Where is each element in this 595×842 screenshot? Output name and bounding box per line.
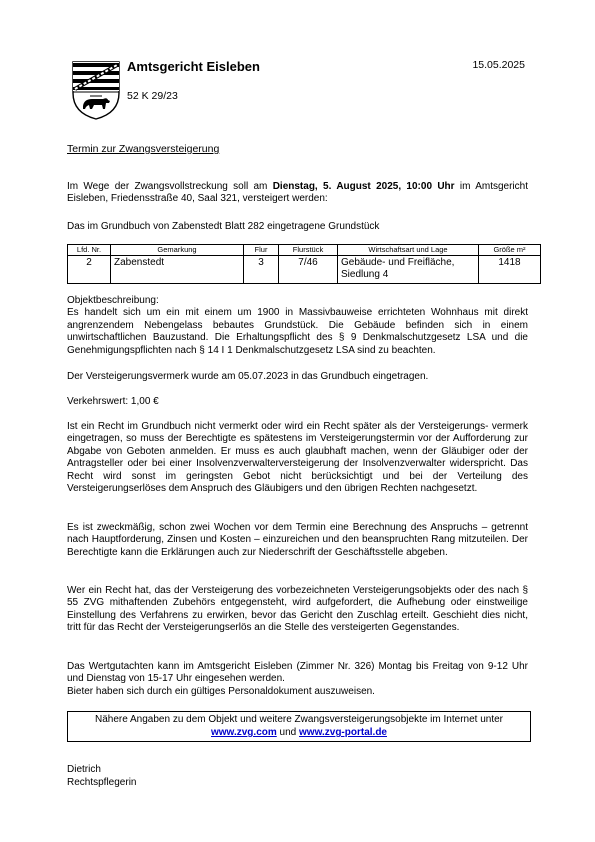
register-note: Der Versteigerungsvermerk wurde am 05.07.2023 in das Grundbuch eingetragen. xyxy=(67,371,429,382)
info-box-text: Nähere Angaben zu dem Objekt und weitere Zwangsversteigerungsobjekte im Internet unter xyxy=(94,714,503,725)
object-description xyxy=(67,295,528,357)
cell-wirtschaftsart: Gebäude- und Freifläche, Siedlung 4 xyxy=(338,256,479,284)
signer-name: Dietrich xyxy=(67,764,101,775)
market-value: Verkehrswert: 1,00 € xyxy=(67,396,159,407)
signature-block xyxy=(67,764,136,789)
zvg-portal-link[interactable]: www.zvg-portal.de xyxy=(299,727,387,738)
internet-info-box xyxy=(67,711,531,742)
zvg-com-link[interactable]: www.zvg.com xyxy=(211,727,277,738)
file-number: 52 K 29/23 xyxy=(127,90,178,102)
table-header-row xyxy=(68,245,541,256)
state-coat-of-arms-icon xyxy=(70,59,122,121)
property-line: Das im Grundbuch von Zabenstedt Blatt 282 eingetragene Grundstück xyxy=(67,221,380,232)
cell-flur: 3 xyxy=(244,256,279,284)
rights-paragraph: Ist ein Recht im Grundbuch nicht vermerkt oder wird ein Recht später als der Versteigerungs- vermerk eingetragen, so muss der Berechtigte es spätestens im Versteigerungstermin vor der Aufforderung zur Abgabe von Geboten anmelden. Er muss es auch glaubhaft machen, wenn der Gläubiger oder der Antragsteller oder bei einer Insolvenzverwalterversteigerung der Insolvenzverwalter widerspricht. Das Recht wird sonst im geringsten Gebot nicht berücksichtigt und bei der Verteilung des Versteigerungserlöses dem Anspruch des Gläubigers und den übrigen Rechten nachgesetzt. xyxy=(67,421,528,495)
court-name: Amtsgericht Eisleben xyxy=(127,59,260,74)
info-box-links xyxy=(68,726,530,739)
document-date: 15.05.2025 xyxy=(472,59,525,71)
col-header-groesse: Größe m² xyxy=(479,245,541,256)
cell-flurstueck: 7/46 xyxy=(279,256,338,284)
col-header-gemarkung: Gemarkung xyxy=(111,245,244,256)
appraisal-text: Das Wertgutachten kann im Amtsgericht Eisleben (Zimmer Nr. 326) Montag bis Freitag von 9-12 Uhr und Dienstag von 15-17 Uhr eingesehen werden. xyxy=(67,661,528,685)
table-row xyxy=(68,256,541,284)
claim-paragraph: Es ist zweckmäßig, schon zwei Wochen vor dem Termin eine Berechnung des Anspruchs – getrennt nach Hauptforderung, Zinsen und Kosten – einzureichen und den beanspruchten Rang mitzuteilen. Der Berechtigte kann die Erklärungen auch zur Niederschrift der Geschäftsstelle abgeben. xyxy=(67,522,528,558)
col-header-wirtschaftsart: Wirtschaftsart und Lage xyxy=(338,245,479,256)
intro-text-pre: Im Wege der Zwangsvollstreckung soll am xyxy=(67,181,273,192)
intro-paragraph xyxy=(67,181,528,206)
col-header-flur: Flur xyxy=(244,245,279,256)
col-header-lfd-nr: Lfd. Nr. xyxy=(68,245,111,256)
info-box-and: und xyxy=(276,727,300,738)
description-label: Objektbeschreibung: xyxy=(67,295,159,306)
objection-paragraph: Wer ein Recht hat, das der Versteigerung des vorbezeichneten Versteigerungsobjekts oder des nach § 55 ZVG mithaftenden Zubehörs entgegensteht, wird aufgefordert, die Aufhebung oder einstweilige Einstellung des Verfahrens zu erwirken, bevor das Gericht den Zuschlag erteilt. Geschieht dies nicht, tritt für das Recht der Versteigerungserlös an die Stelle des versteigerten Gegenstandes. xyxy=(67,585,528,634)
appraisal-paragraph xyxy=(67,661,528,698)
id-requirement: Bieter haben sich durch ein gültiges Personaldokument auszuweisen. xyxy=(67,685,375,697)
cell-gemarkung: Zabenstedt xyxy=(111,256,244,284)
page-title: Termin zur Zwangsversteigerung xyxy=(67,143,220,155)
land-register-table xyxy=(67,244,541,284)
col-header-flurstueck: Flurstück xyxy=(279,245,338,256)
signer-role: Rechtspflegerin xyxy=(67,776,137,788)
cell-groesse: 1418 xyxy=(479,256,541,284)
intro-text-post: im Amtsgericht Eisleben, Friedensstraße 40, Saal 321, versteigert werden: xyxy=(67,181,528,205)
cell-lfd-nr: 2 xyxy=(68,256,111,284)
description-text: Es handelt sich um ein mit einem um 1900 in Massivbauweise errichteten Wohnhaus mit direkt angrenzendem Nebengelass bebautes Grundstück. Die Gebäude befinden sich in einem unwirtschaftlichen Bauzustand. Die Erhaltungspflicht des § 9 Denkmalschutzgesetz LSA und die Genehmigungspflichten nach § 14 I 1 Denkmalschutzgesetz LSA sind zu beachten. xyxy=(67,307,528,356)
auction-datetime: Dienstag, 5. August 2025, 10:00 Uhr xyxy=(272,181,455,192)
